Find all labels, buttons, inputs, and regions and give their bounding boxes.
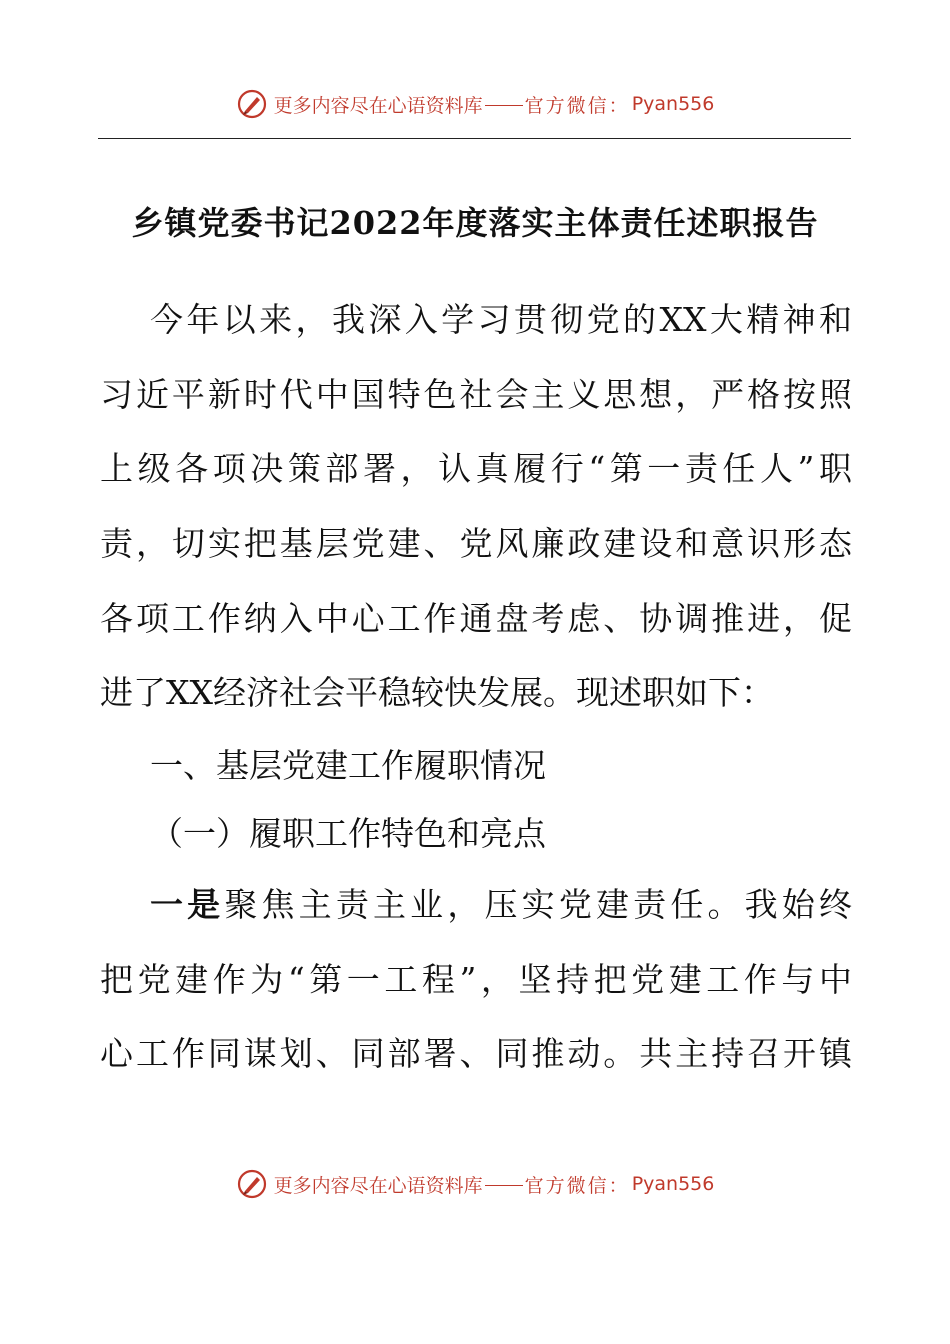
paragraph-line: 进了XX经济社会平稳较快发展。现述职如下： xyxy=(100,673,774,712)
pen-logo-icon xyxy=(236,1168,268,1200)
subsection-heading: （一）履职工作特色和亮点 xyxy=(150,814,546,853)
watermark-dash xyxy=(485,1185,523,1186)
paragraph-line: 把党建作为“第一工程”，坚持把党建工作与中 xyxy=(100,960,852,999)
watermark-wechat-label: 官方微信： xyxy=(524,1174,630,1197)
paragraph-line: 上级各项决策部署，认真履行“第一责任人”职 xyxy=(100,449,852,488)
watermark-dash xyxy=(485,105,523,106)
header-divider xyxy=(98,138,851,139)
paragraph-line: 习近平新时代中国特色社会主义思想，严格按照 xyxy=(100,375,852,414)
watermark-banner-top xyxy=(0,84,950,124)
paragraph-line: 心工作同谋划、同部署、同推动。共主持召开镇 xyxy=(100,1034,852,1073)
watermark-text: 更多内容尽在心语资料库 xyxy=(273,94,483,117)
bold-lead: 一是 xyxy=(150,885,225,924)
document-title: 乡镇党委书记2022年度落实主体责任述职报告 xyxy=(131,204,819,242)
watermark-text: 更多内容尽在心语资料库 xyxy=(273,1174,483,1197)
watermark-wechat-id: Pyan556 xyxy=(631,93,715,115)
watermark-wechat-id: Pyan556 xyxy=(631,1173,715,1195)
paragraph-line-lead xyxy=(150,883,852,927)
pen-logo-icon xyxy=(236,88,268,120)
watermark-wechat-label: 官方微信： xyxy=(524,94,630,117)
paragraph-line: 责，切实把基层党建、党风廉政建设和意识形态 xyxy=(100,524,852,563)
paragraph-line: 各项工作纳入中心工作通盘考虑、协调推进，促 xyxy=(100,599,852,638)
section-heading: 一、基层党建工作履职情况 xyxy=(150,746,546,785)
paragraph-line-text: 聚焦主责主业，压实党建责任。我始终 xyxy=(224,885,853,924)
watermark-banner-bottom xyxy=(0,1164,950,1204)
paragraph-line: 今年以来，我深入学习贯彻党的XX大精神和 xyxy=(150,300,852,339)
